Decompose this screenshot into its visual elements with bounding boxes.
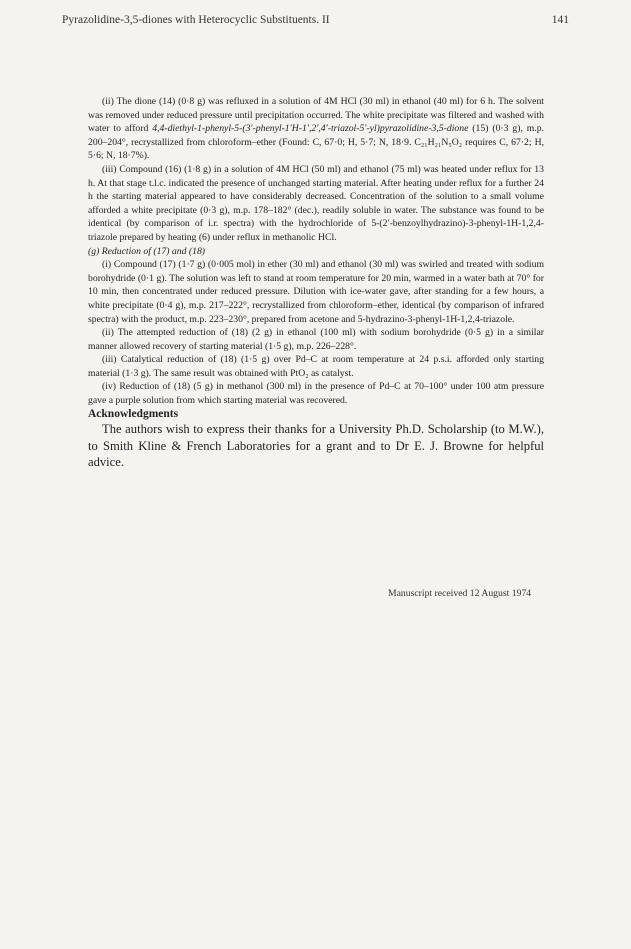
paragraph-reduction-iii: (iii) Catalytical reduction of (18) (1·5 g) over Pd–C at room temperature at 24 p.s.i. afforded only starting material (1·3 g). The same result was obtained with PtO₂ as catalyst. [88, 354, 544, 379]
paragraph-reduction-ii: (ii) The attempted reduction of (18) (2 g) in ethanol (100 ml) with sodium borohydride (0·5 g) in a similar manner allowed recovery of starting material (1·5 g), m.p. 226–228°. [88, 327, 544, 352]
paragraph-reduction-i: (i) Compound (17) (1·7 g) (0·005 mol) in ether (30 ml) and ethanol (30 ml) was swirled and treated with sodium borohydride (0·1 g). The solution was left to stand at room temperature for 20 min, warmed in a water bath at 70° for 10 min, then concentrated under reduced pressure. Dilution with ice-water gave, after standing for a few hours, a white precipitate (0·4 g), m.p. 217–222°, recrystallized from chloroform–ether, identical (by comparison of infrared spectra) with the product, m.p. 223–230°, prepared from acetone and 5-hydrazino-3-phenyl-1H-1,2,4-triazole. [88, 259, 544, 325]
acknowledgments-text: The authors wish to express their thanks for a University Ph.D. Scholarship (to M.W.), to Smith Kline & French Laboratories for a grant and to Dr E. J. Browne for helpful advice. [88, 422, 544, 470]
running-title: Pyrazolidine-3,5-diones with Heterocyclic Substituents. II [62, 14, 330, 26]
article-body [88, 95, 544, 471]
paragraph-compound-16: (iii) Compound (16) (1·8 g) in a solution of 4M HCl (50 ml) and ethanol (75 ml) was heated under reflux for 13 h. At that stage t.l.c. indicated the presence of unchanged starting material. After heating under reflux for a further 24 h the starting material appeared to have considerably decreased. Concentration of the solution to a small volume afforded a white precipitate (0·3 g), m.p. 178–182° (dec.), readily soluble in water. The substance was found to be identical (by comparison of i.r. spectra) with the hydrochloride of 5-(2′-benzoylhydrazino)-3-phenyl-1H-1,2,4-triazole prepared by heating (6) under reflux in methanolic HCl. [88, 163, 544, 243]
paragraph-reduction-iv: (iv) Reduction of (18) (5 g) in methanol (300 ml) in the presence of Pd–C at 70–100° under 100 atm pressure gave a purple solution from which starting material was recovered. [88, 381, 544, 407]
acknowledgments-heading: Acknowledgments [88, 407, 179, 420]
manuscript-received: Manuscript received 12 August 1974 [388, 588, 532, 599]
page-number: 141 [551, 14, 569, 26]
section-subheading: (g) Reduction of (17) and (18) [88, 245, 206, 257]
paragraph-text: (ii) The dione (14) (0·8 g) was refluxed in a solution of 4M HCl (30 ml) in ethanol (40 ml) for 6 h. The solvent was removed under reduced pressure until precipitation occurred. The white precipitate was filtered and washed with water to afford [88, 96, 544, 135]
compound-name-15: 4,4-diethyl-1-phenyl-5-(3′-phenyl-1′H-1′,2′,4′-triazol-5′-yl)pyrazolidine-3,5-dione [152, 123, 469, 135]
paragraph-text: (15) (0·3 g), m.p. 200–204°, recrystallized from chloroform–ether (Found: C, 67·0; H, 5·7; N, 18·9. C₂₁H₂₁N₅O₂ requires C, 67·2; H, 5·6; N, 18·7%). [88, 123, 544, 162]
running-header [62, 14, 569, 26]
paragraph-dione-14 [88, 95, 544, 163]
